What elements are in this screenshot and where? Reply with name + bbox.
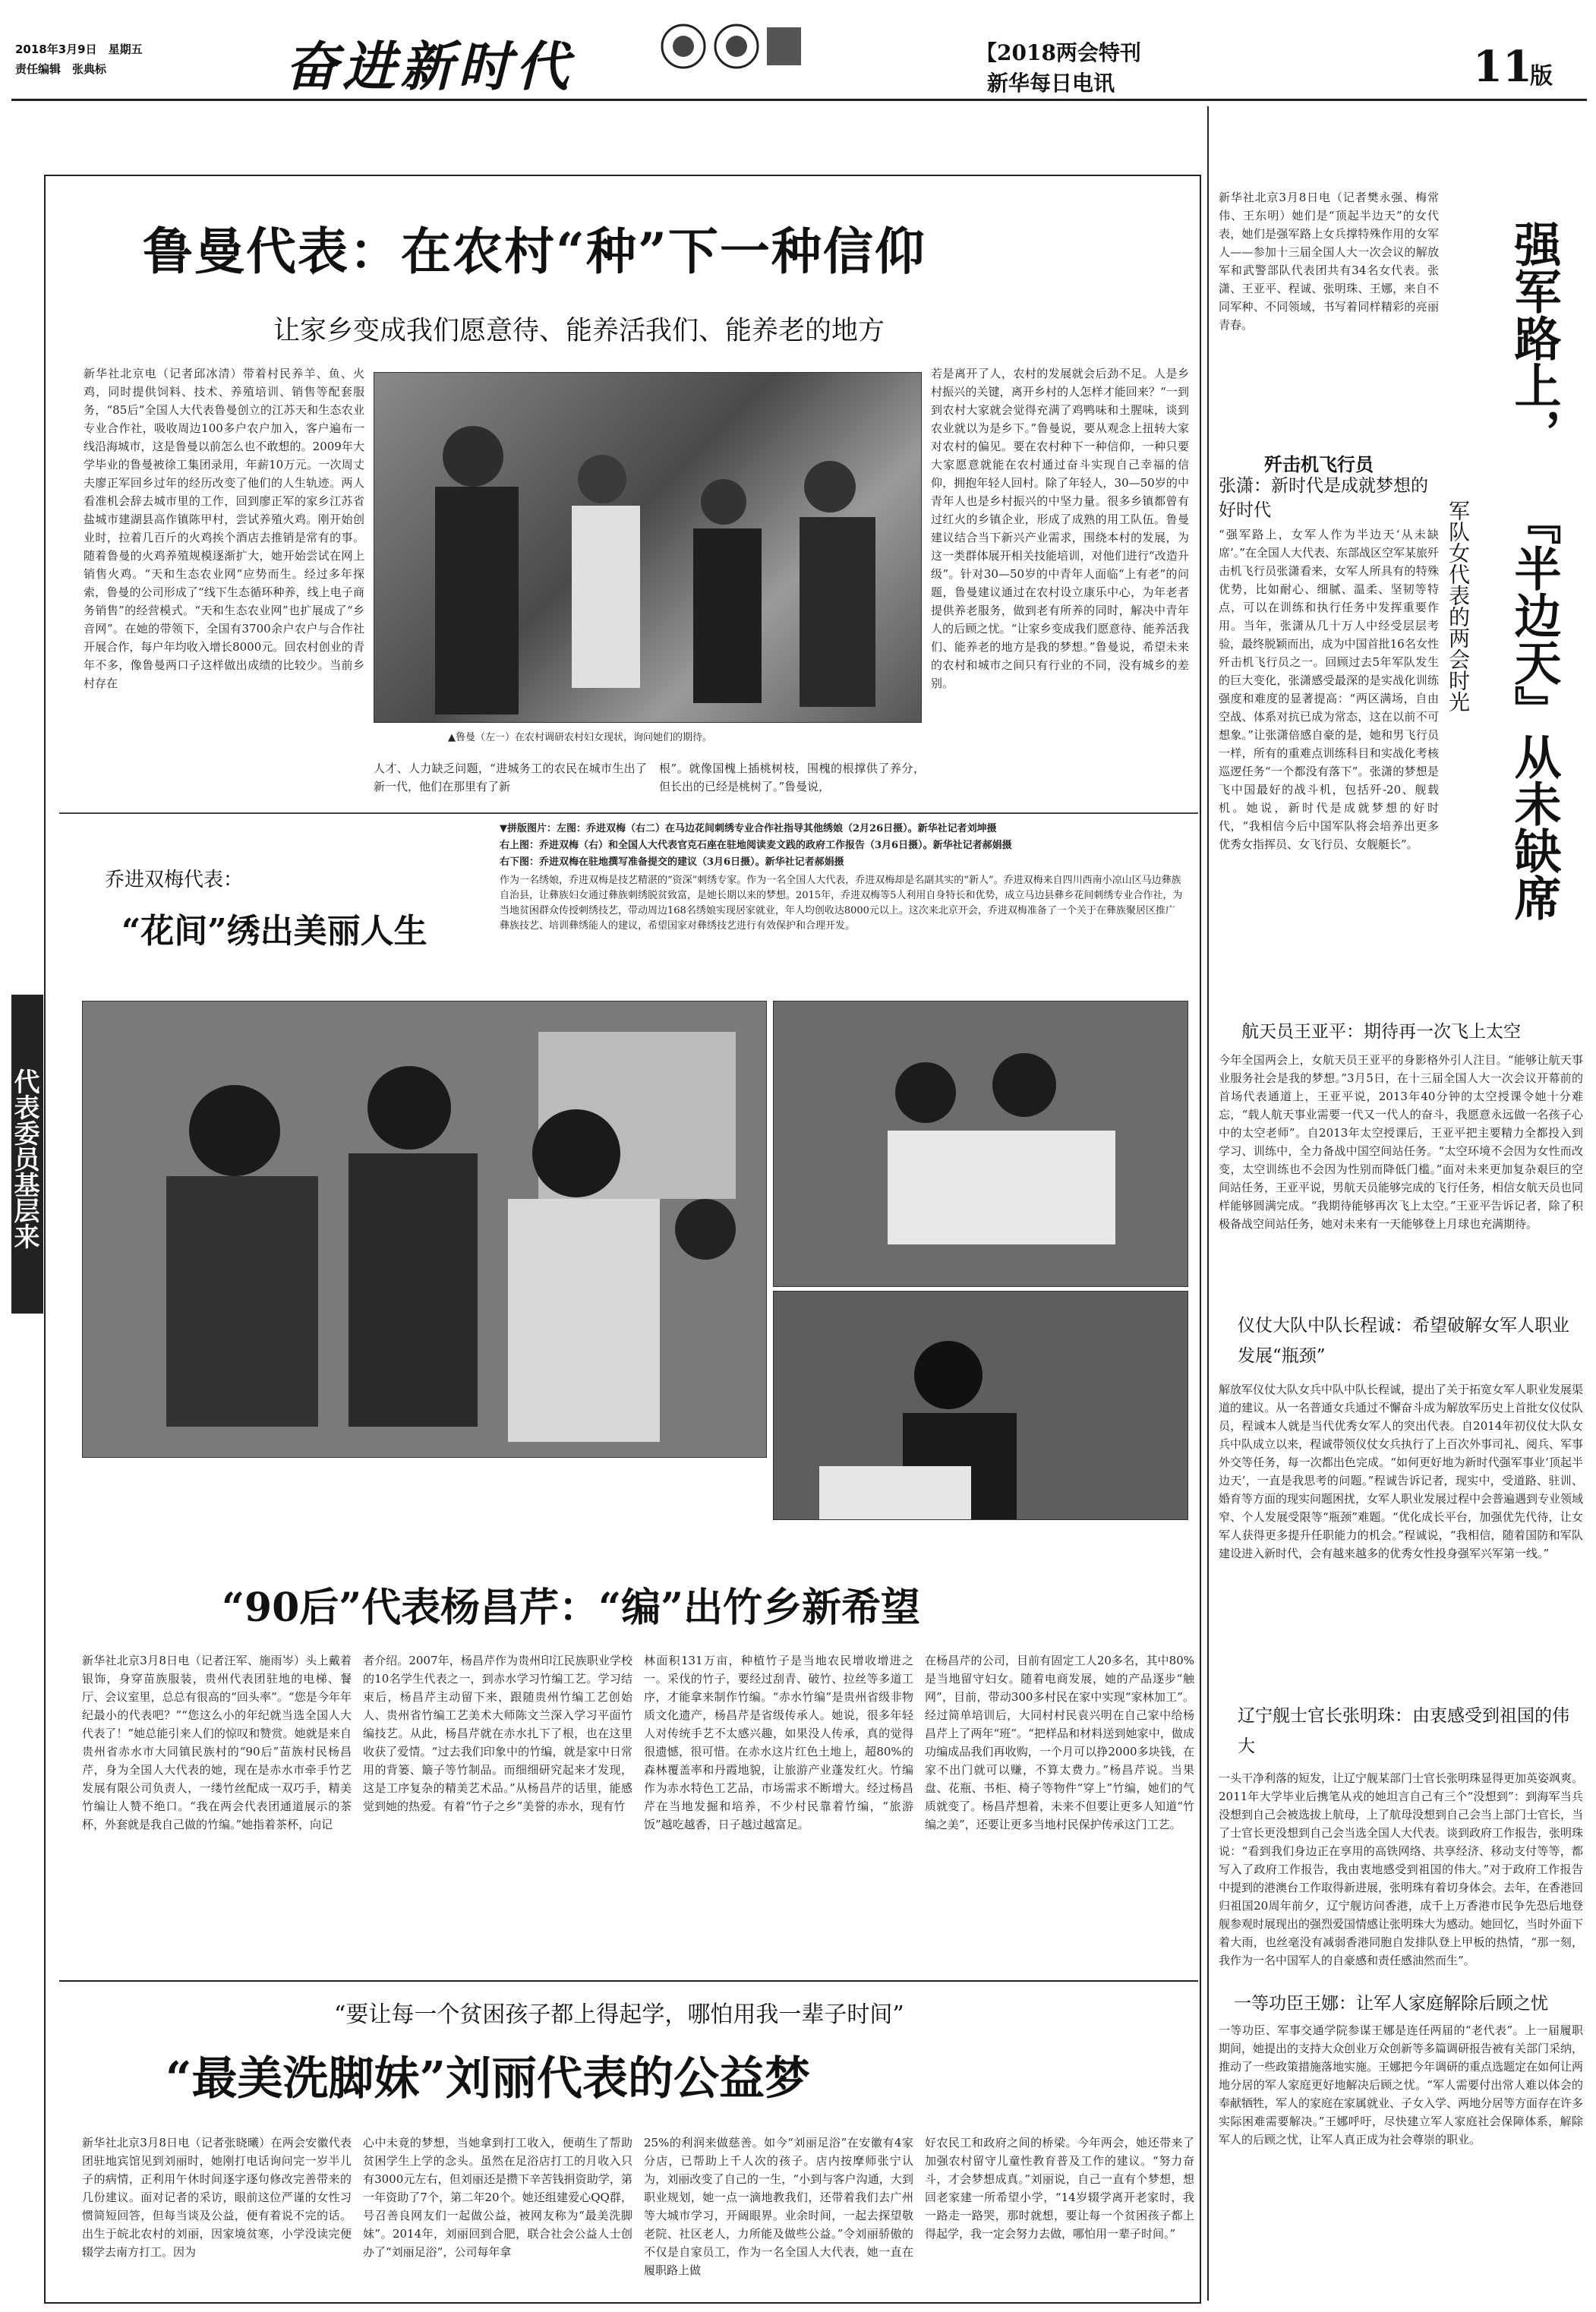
story3-col1: 新华社北京3月8日电（记者汪军、施雨岑）头上戴着银饰，身穿苗族服装，贵州代表团驻地的电梯、餐厅、会议室里，总总有很高的“回头率”。“您是今年年纪最小的代表吧？”“您这么小的年纪就当选全国人大代表了！”她总能引来人们的惊叹和赞赏。她就是来自贵州省赤水市大同镇民族村的“90后”苗族村民杨昌芹，身为全国人大代表的她，现在是赤水市牵手竹艺发展有限公司负责人，一缕竹丝配成一双巧手，精美竹编让人赞不绝口。“我在两会代表团通道展示的茶杯，外套就是我自己做的竹编。”她指着茶杯，向记 [82, 1654, 352, 1831]
story2-caption-body: 作为一名绣娘，乔进双梅是技艺精湛的“资深”刺绣专家。作为一名全国人大代表，乔进双梅却是名副其实的“新人”。乔进双梅来自四川西南小凉山区马边彝族自治县，让彝族妇女通过彝族刺绣脱贫致富，是她长期以来的梦想。2015年，乔进双梅等5人利用自身特长和优势，成立马边县彝乡花间刺绣专业合作社，为当地贫困群众传授刺绣技艺，带动周边168名绣娘实现居家就业，年人均创收达8000元以上。这次来北京开会，乔进双梅准备了一个关于在彝族聚居区推广彝族技艺、培训彝绣能人的建议，希望国家对彝绣技艺进行有效保护和合理开发。 [500, 875, 1183, 932]
story1-subhead: 让家乡变成我们愿意待、能养活我们、能养老的地方 [273, 316, 885, 346]
editor-credit: 责任编辑 张典标 [15, 62, 107, 76]
sidebar-s1-body: “强军路上，女军人作为半边天‘从未缺席’。”在全国人大代表、东部战区空军某旅歼击机飞行员张潇看来，女军人所具有的特殊优势，比如耐心、细腻、温柔、坚韧等特点，可以在训练和执行任务中发挥重要作用。当年，张潇从几十万人中经受层层考验，最终脱颖而出，成为中国首批16名女性歼击机飞行员之一。回顾过去5年军队发生的巨大变化，张潇感受最深的是实战化训练强度和难度的显著提高：“两区满场，自由空战、体系对抗已成为常态，这在以前不可想象。”让张潇倍感自豪的是，她和男飞行员一样，所有的重难点训练科目和实战化考核巡逻任务“一个都没有落下”。张潇的梦想是飞中国最好的战斗机，包括歼-20、舰载机。她说，新时代是成就梦想的好时代，“我相信今后中国军队将会培养出更多优秀女指挥员、女飞行员、女舰艇长”。 [1219, 528, 1439, 851]
sidebar-subtitle: 军队女代表的两会时光 [1446, 500, 1471, 712]
special-issue-line2: 新华每日电讯 [987, 71, 1115, 96]
story4-col2: 心中未竟的梦想，当她拿到打工收入，便萌生了帮助贫困学生上学的念头。虽然在足浴店打工的月收入只有3000元左右，但刘丽还是攒下辛苦钱捐资助学，第一年资助了7个，第二年20个。她还组建爱心QQ群，号召善良网友们一起做公益，被网友称为“最美洗脚妹”。2014年，刘丽回到合肥，联合社会公益人士创办了“刘丽足浴”，公司每年拿 [363, 2136, 632, 2259]
story1-col1: 新华社北京电（记者邱冰清）带着村民养羊、鱼、火鸡，同时提供饲料、技术、养殖培训、销售等配套服务，“85后”全国人大代表鲁曼创立的江苏天和生态农业专业合作社，吸收周边100多户农户加入，客户遍布一线沿海城市，这是鲁曼以前怎么也不敢想的。2009年大学毕业的鲁曼被徐工集团录用，年薪10万元。一次周丈夫廖正军回乡过年的经历改变了他们的人生轨迹。两人看准机会辞去城市里的工作，回到廖正军的家乡江苏省盐城市建湖县高作镇陈甲村，尝试养殖火鸡。刚开始创业时，拉着几百斤的火鸡挨个酒店去推销是常有的事。随着鲁曼的火鸡养殖规模逐渐扩大，她开始尝试在网上销售火鸡。“天和生态农业网”应势而生。经过多年探索，鲁曼的公司形成了“线下生态循环种养，线上电子商务销售”的经营模式。“天和生态农业网”也扩展成了“乡音网”。在她的带领下，全国有3700余户农户与合作社开展合作，每户年均收入增长8000元。回农村创业的青年不多，像鲁曼两口子这样做出成绩的比较少。当前乡村存在 [84, 367, 364, 690]
story2-headline: “花间”绣出美丽人生 [121, 912, 427, 951]
column-tag: 代表委员基层来 [11, 995, 43, 1314]
story4-kicker: “要让每一个贫困孩子都上得起学，哪怕用我一辈子时间” [334, 2001, 904, 2028]
sidebar-s1-head1: 歼击机飞行员 [1264, 453, 1374, 475]
sidebar-s4-head: 辽宁舰士官长张明珠：由衷感受到祖国的伟大 [1238, 1706, 1569, 1756]
sidebar-title-b: 『半边天』从未缺席 [1506, 497, 1562, 921]
story2-photo-bottomright [773, 1291, 1188, 1520]
story3-col4: 在杨昌芹的公司，目前有固定工人20多名，其中80%是当地留守妇女。随着电商发展，她的产品逐步“触网”，目前，带动300多村民在家中实现“家林加工”。经过简单培训后，大同村村民袁兴明在自己家中给杨昌芹上了两年“班”。“把样品和材料送到她家中，做成功编成品我们再收购，一个月可以挣2000多块钱，在家不出门就可以赚，不算太费力。”杨昌芹说。当果盘、花瓶、书柜、椅子等物件“穿上”竹编，她们的气质就变了。杨昌芹想着，未来不但要让更多人知道“竹编之美”，还要让更多当地村民保护传承这门工艺。 [925, 1654, 1194, 1831]
sidebar-s1-head2: 张潇：新时代是成就梦想的好时代 [1219, 476, 1428, 520]
photo-writing-icon [774, 1292, 1188, 1519]
story4-headline: “最美洗脚妹”刘丽代表的公益梦 [166, 2052, 811, 2105]
story3-col2: 者介绍。2007年，杨昌芹作为贵州印江民族职业学校的10名学生代表之一，到赤水学习竹编工艺。学习结束后，杨昌芹主动留下来，跟随贵州竹编工艺创始人、贵州省竹编工艺美术大师陈文兰深入学习平面竹编技艺。从此，杨昌芹就在赤水扎下了根，也在这里收获了爱情。“过去我们印象中的竹编，就是家中日常用的背篓、簸子等竹制品。而细细研究起来才发现，这是工序复杂的精美艺术品。”从杨昌芹的话里，能感觉到她的热爱。有着“竹子之乡”美誉的赤水，现有竹 [363, 1654, 632, 1813]
story1-photo-caption: ▲鲁曼（左一）在农村调研农村妇女现状，询问她们的期待。 [448, 732, 712, 743]
story3-col3: 林面积131万亩，种植竹子是当地农民增收增进之一。采伐的竹子，要经过刮青、破竹、拉丝等多道工序，才能拿来制作竹编。“赤水竹编”是贵州省级非物质文化遗产，杨昌芹是省级传承人。她说，很多年轻人对传统手艺不太感兴趣，如果没人传承，真的觉得很遗憾，很可惜。在赤水这片红色土地上，超80%的森林覆盖率和丹霞地貌，让旅游产业蓬发红火。竹编作为赤水特色工艺品，市场需求不断增大。经过杨昌芹在当地发掘和培养，不少村民靠着竹编，“旅游饭”越吃越香，日子越过越富足。 [644, 1654, 913, 1831]
banner-title: 奋进新时代 [285, 35, 573, 98]
emblem-logos [653, 20, 805, 73]
story2-caption-title: ▼拼版图片：左图：乔进双梅（右二）在马边花间刺绣专业合作社指导其他绣娘（2月26日摄）。新华社记者刘坤摄 [500, 823, 997, 834]
story4-col1: 新华社北京3月8日电（记者张晓曦）在两会安徽代表团驻地宾馆见到刘丽时，她刚打电话询问完一岁半儿子的病情，正利用午休时间逐字逐句修改完善带来的几份建议。面对记者的采访，眼前这位严谨的女性习惯简短回答，但每当谈及公益，便有着说不完的话。出生于皖北农村的刘丽，因家境贫寒，小学没读完便辍学去南方打工。因为 [82, 2136, 352, 2259]
story2-caption-tr: 右上图：乔进双梅（右）和全国人大代表官克石座在驻地阅读麦文践的政府工作报告（3月6日摄）。新华社记者郝娟摄 [500, 840, 1012, 851]
page-number: 11 [1473, 42, 1532, 92]
sidebar-title-a: 强军路上， [1506, 220, 1562, 456]
story1-col2-bottom: 人才、人力缺乏问题，“进城务工的农民在城市生出了新一代，他们在那里有了新 [374, 762, 647, 793]
photo-reading-icon [774, 1001, 1188, 1286]
issue-date: 2018年3月9日 星期五 [15, 43, 143, 56]
sidebar-s2-head: 航天员王亚平：期待再一次飞上太空 [1241, 1022, 1521, 1042]
special-issue-line1: 【2018两会特刊 [976, 40, 1141, 65]
sidebar-s3-body: 解放军仪仗大队女兵中队中队长程诚，提出了关于拓宽女军人职业发展渠道的建议。从一名普通女兵通过不懈奋斗成为解放军历史上首批女仪仗队员，程诚本人就是当代优秀女军人的突出代表。自2014年初仪仗大队女兵中队成立以来，程诚带领仪仗女兵执行了上百次外事司礼、阅兵、军事外交等任务，每一次都出色完成。“如何更好地为新时代强军事业‘顶起半边天’，一直是我思考的问题。”程诚告诉记者，现实中，受道路、驻训、婚育等方面的现实问题困扰，女军人职业发展过程中会普遍遇到专业领域窄、个人发展受限等“瓶颈”难题。“优化成长平台，加强优先代待，让女军人获得更多提升任职能力的机会。”程诚说，“我相信，随着国防和军队建设进入新时代，会有越来越多的优秀女性投身强军兴军第一线。” [1219, 1383, 1583, 1560]
masthead-rule [11, 99, 1587, 101]
story1-photo [374, 372, 922, 723]
story3-headline: “90后”代表杨昌芹：“编”出竹乡新希望 [222, 1585, 921, 1631]
photo-people-icon [374, 373, 921, 722]
story2-caption-br: 右下图：乔进双梅在驻地撰写准备提交的建议（3月6日摄）。新华社记者郝娟摄 [500, 856, 844, 868]
story4-rule [59, 1980, 1198, 1982]
sidebar-s4-body: 一头干净利落的短发，让辽宁舰某部门士官长张明珠显得更加英姿飒爽。2011年大学毕业后携笔从戎的她坦言自己有三个“没想到”：到海军当兵没想到自己会被选拔上航母，上了航母没想到自己会当上部门士官长，当了士官长更没想到自己会当选全国人大代表。谈到政府工作报告，张明珠说：“看到我们身边正在享用的高铁网络、共享经济、移动支付等等，都写入了政府工作报告，我由衷地感受到祖国的伟大。”对于政府工作报告中提到的港澳台工作取得新进展，张明珠有着切身体会。去年，在香港回归祖国20周年前夕，辽宁舰访问香港，成千上万香港市民争先恐后地登舰参观时展现出的强烈爱国情感让张明珠大为感动。她回忆，当时外面下着大雨，也丝毫没有减弱香港同胞自发排队登上甲板的热情，“那一刻，我作为一名中国军人的自豪感和责任感油然而生”。 [1219, 1771, 1583, 1967]
photo-embroidery-icon [83, 1001, 766, 1457]
sidebar-intro: 新华社北京3月8日电（记者樊永强、梅常伟、王东明）她们是“顶起半边天”的女代表，她们是强军路上女兵撑特殊作用的女军人——参加十三届全国人大一次会议的解放军和武警部队代表团共有34名女代表。张潇、王亚平、程诚、张明珠、王娜，来自不同军种、不同领域，书写着同样精彩的亮丽青春。 [1219, 191, 1439, 332]
page-suffix: 版 [1530, 63, 1553, 90]
story1-headline: 鲁曼代表：在农村“种”下一种信仰 [143, 222, 926, 281]
story4-col4: 好农民工和政府之间的桥梁。今年两会，她还带来了加强农村留守儿童性教育普及工作的建议。“努力奋斗，才会梦想成真。”刘丽说，自己一直有个梦想，想回老家建一所希望小学，“14岁辍学离开老家时，我一路走一路哭，那时就想，要让每一个贫困孩子都上得起学，我一定会努力去做，哪怕用一辈子时间。” [925, 2136, 1194, 2241]
sidebar-s2-body: 今年全国两会上，女航天员王亚平的身影格外引人注目。“能够让航天事业服务社会是我的梦想。”3月5日，在十三届全国人大一次会议开幕前的首场代表通道上，王亚平说，2013年40分钟的太空授课令她十分难忘，“载人航天事业需要一代又一代人的奋斗，我愿意永远做一名孩子心中的太空老师”。自2013年太空授课后，王亚平把主要精力全都投入到学习、训练中，全力备战中国空间站任务。“太空环境不会因为女性而改变，太空训练也不会因为性别而降低门槛。”面对未来更加复杂艰巨的空间站任务，王亚平说，男航天员能够完成的飞行任务，相信女航天员也同样能够圆满完成。“我期待能够再次飞上太空。”王亚平告诉记者，除了积极备战空间站任务，她对未来有一天能够登上月球也充满期待。 [1219, 1053, 1583, 1231]
sidebar-s5-body: 一等功臣、军事交通学院参谋王娜是连任两届的“老代表”。上一届履职期间，她提出的支持大众创业万众创新等多篇调研报告被有关部门采纳，推动了一些政策措施落地实施。王娜把今年调研的重点选题定在如何让两地分居的军人家庭更好地解决后顾之忧。“军人需要付出常人难以体会的奉献牺牲，军人的家庭在家属就业、子女入学、两地分居等方面存在许多实际困难需要解决。”王娜呼吁，尽快建立军人家庭社会保障体系，解除军人的后顾之忧，让军人真正成为社会尊崇的职业。 [1219, 2023, 1583, 2146]
story2-kicker: 乔进双梅代表： [105, 869, 244, 891]
emblem-icon [653, 20, 805, 73]
story1-col3-bottom: 根”。就像国槐上插桃树枝，围槐的根撑供了养分，但长出的已经是桃树了。”鲁曼说， [659, 762, 925, 793]
sidebar-s3-head: 仪仗大队中队长程诚：希望破解女军人职业发展“瓶颈” [1238, 1316, 1569, 1366]
sidebar-rule [1207, 106, 1209, 2301]
story1-col4: 若是离开了人，农村的发展就会后劲不足。人是乡村振兴的关键，离开乡村的人怎样才能回来？“一到到农村大家就会觉得充满了鸡鸭味和土腥味，谈到农业就以为是乡下。”鲁曼说，要从观念上扭转大家对农村的偏见。要在农村种下一种信仰，一种只要大家愿意就能在农村通过奋斗实现自己幸福的信仰，拥抱年轻人回村。除了年轻人，30—50岁的中青年人也是乡村振兴的中坚力量。很多乡镇都曾有过红火的乡镇企业，形成了成熟的用工队伍。鲁曼建议结合当下新兴产业需求，围绕本村的发展，为这一类群体展开相关技能培训，对他们进行“改造升级”。针对30—50岁的中青年人面临“上有老”的问题，鲁曼建议通过在农村设立康乐中心，为年老者提供养老服务，做到老有所养的同时，解决中青年人的后顾之忧。“让家乡变成我们愿意待、能养活我们、能养老的地方是我的梦想。”鲁曼说，希望未来的农村和城市之间只有行业的不同，没有城乡的差别。 [931, 367, 1189, 690]
story2-photo-main [82, 1001, 767, 1458]
sidebar-s5-head: 一等功臣王娜：让军人家庭解除后顾之忧 [1234, 1994, 1548, 2014]
story4-col3: 25%的利润来做慈善。如今“刘丽足浴”在安徽有4家分店，已帮助上千人次的孩子。店内按摩师张宁认为，刘丽改变了自己的一生，“小到与客户沟通，大到职业规划，她一点一滴地教我们，还带着我们去广州等大城市学习，开阔眼界。业余时间，一起去探望敬老院、社区老人，力所能及做些公益。”令刘丽骄傲的不仅是自家员工，作为一名全国人大代表，她一直在履职路上做 [644, 2136, 913, 2277]
story2-photo-topright [773, 1001, 1188, 1287]
